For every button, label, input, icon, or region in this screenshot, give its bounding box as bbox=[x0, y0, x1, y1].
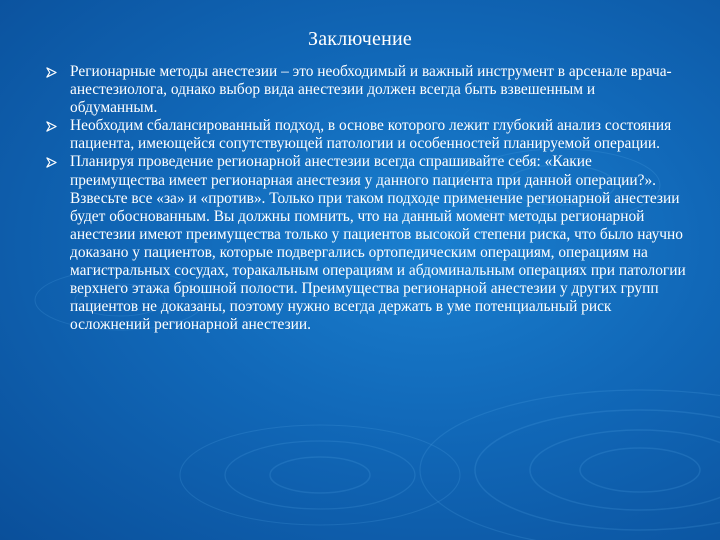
bullet-text: Необходим сбалансированный подход, в основе которого лежит глубокий анализ состояния пациента, имеющейся сопутствующей патологии и особенностей планируемой операции. bbox=[70, 117, 672, 153]
bullet-item bbox=[46, 117, 686, 153]
bullet-text: Планируя проведение регионарной анестезии всегда спрашивайте себя: «Какие преимущества имеет регионарная анестезия у данного пациента при данной операции?». Взвесьте все «за» и «против». Только при таком подходе применение регионарной анестезии будет обоснованным. Вы должны помнить, что на данный момент методы регионарной анестезии имеют преимущества только у пациентов высокой степени риска, что было научно доказано у пациентов, которые подвергались ортопедическим операциям, операциям на магистральных сосудах, торакальным операциям и абдоминальным операциях при патологии верхнего этажа брюшной полости. Преимущества регионарной анестезии у других групп пациентов не доказаны, поэтому нужно всегда держать в уме потенциальный риск осложнений регионарной анестезии. bbox=[70, 153, 686, 334]
bullet-list bbox=[46, 63, 686, 334]
bullet-item bbox=[46, 153, 686, 334]
slide-title: Заключение bbox=[308, 28, 412, 50]
arrowhead-bullet-icon bbox=[46, 67, 57, 78]
arrowhead-bullet-icon bbox=[46, 157, 57, 168]
bullet-item bbox=[46, 63, 686, 117]
arrowhead-bullet-icon bbox=[46, 121, 57, 132]
bullet-text: Регионарные методы анестезии – это необходимый и важный инструмент в арсенале врача-анестезиолога, однако выбор вида анестезии должен всегда быть взвешенным и обдуманным. bbox=[70, 63, 672, 117]
